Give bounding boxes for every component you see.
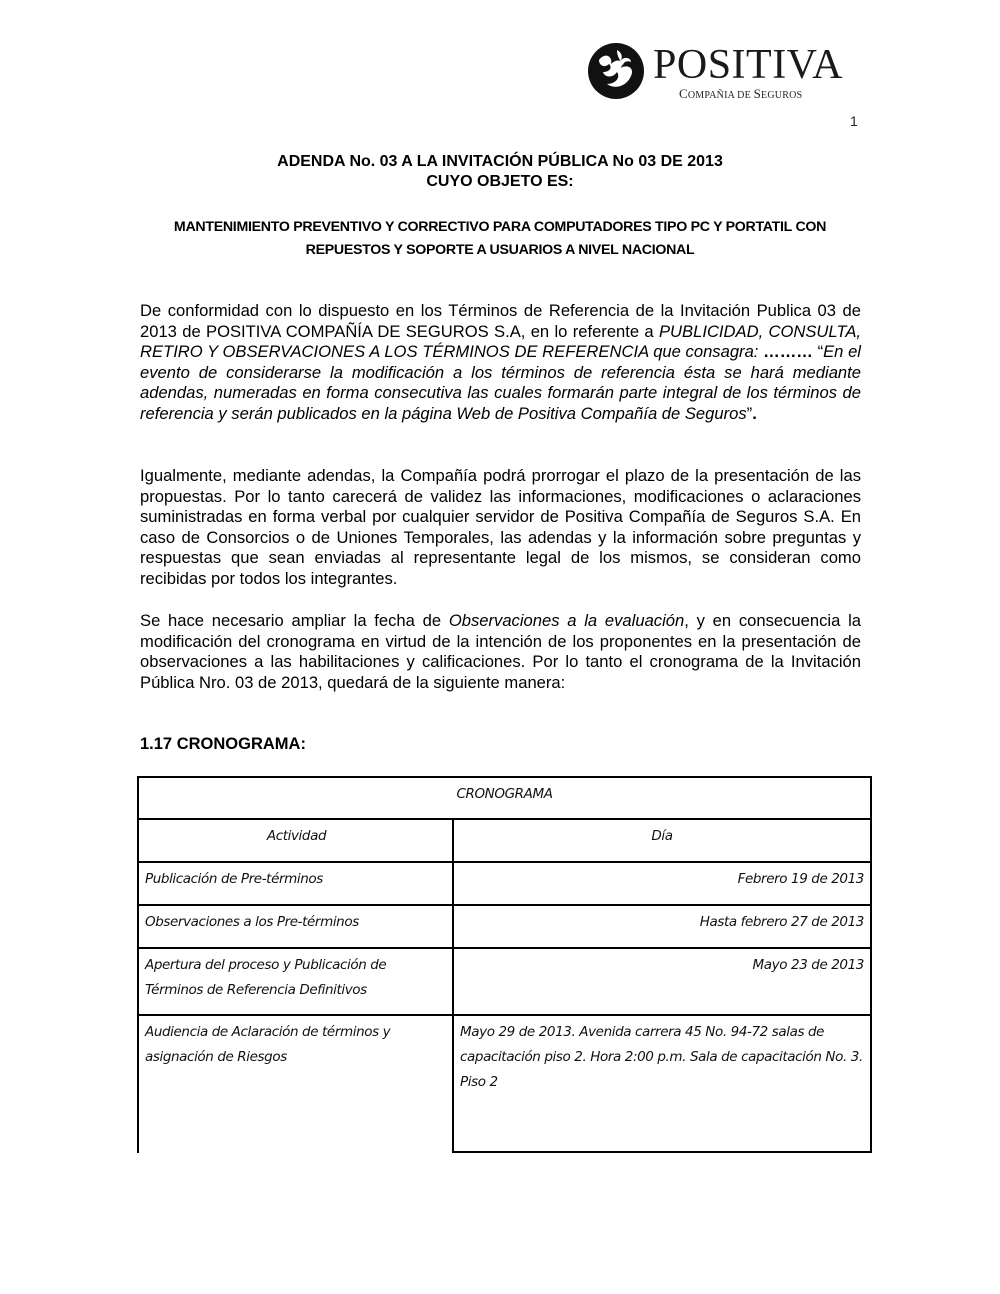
table-row-day: Febrero 19 de 2013: [452, 861, 872, 906]
subject-line-1: MANTENIMIENTO PREVENTIVO Y CORRECTIVO PARA COMPUTADORES TIPO PC Y PORTATIL CON: [173, 219, 827, 235]
page-number: 1: [850, 113, 858, 129]
section-heading: 1.17 CRONOGRAMA:: [140, 735, 306, 753]
document-subtitle: CUYO OBJETO ES:: [426, 173, 574, 190]
table-row-day: Mayo 23 de 2013: [452, 947, 872, 1016]
logo-subtitle: COMPAÑIA DE SEGUROS: [679, 86, 803, 101]
logo-wordmark: POSITIVA: [653, 42, 843, 88]
paragraph-addenda: Igualmente, mediante adendas, la Compañía podrá prorrogar el plazo de la presentación de las propuestas. Por lo tanto carecerá de validez las informaciones, modificaciones o aclaraciones suministradas en forma verbal por cualquier servidor de Positiva Compañía de Seguros S.A. En caso de Consorcios o de Uniones Temporales, las adendas y la información sobre preguntas y respuestas que sean enviadas al representante legal de los mismos, se consideran como recibidas por todos los integrantes.: [140, 466, 861, 588]
table-row-activity: Audiencia de Aclaración de términos y asignación de Riesgos: [137, 1014, 454, 1153]
table-row-day: Hasta febrero 27 de 2013: [452, 904, 872, 949]
paragraph-conformity: De conformidad con lo dispuesto en los Términos de Referencia de la Invitación Publica 03 de 2013 de POSITIVA COMPAÑÍA DE SEGUROS S.A, en lo referente a PUBLICIDAD, CONSULTA, RETIRO Y OBSERVACIONES A LOS TÉRMINOS DE REFERENCIA que consagra: ……… “En el evento de considerarse la modificación a los términos de referencia ésta se hará mediante adendas, numeradas en forma consecutiva las cuales formarán parte integral de los términos de referencia y serán publicados en la página Web de Positiva Compañía de Seguros”.: [140, 301, 861, 423]
table-header-day: Día: [452, 818, 872, 863]
company-logo: [587, 42, 843, 102]
table-row-activity: Publicación de Pre-términos: [137, 861, 454, 906]
table-title-cell: CRONOGRAMA: [137, 776, 872, 820]
document-subject: [135, 216, 865, 262]
paragraph-schedule-change: Se hace necesario ampliar la fecha de Observaciones a la evaluación, y en consecuencia la modificación del cronograma en virtud de la intención de los proponentes en la presentación de observaciones a las habilitaciones y calificaciones. Por lo tanto el cronograma de la Invitación Pública Nro. 03 de 2013, quedará de la siguiente manera:: [140, 611, 861, 692]
table-row-activity: Observaciones a los Pre-términos: [137, 904, 454, 949]
italic-reference: PUBLICIDAD, CONSULTA, RETIRO Y OBSERVACIONES A LOS TÉRMINOS DE REFERENCIA que consagra:: [140, 321, 861, 362]
subject-line-2: REPUESTOS Y SOPORTE A USUARIOS A NIVEL NACIONAL: [305, 242, 695, 258]
table-row-activity: Apertura del proceso y Publicación de Términos de Referencia Definitivos: [137, 947, 454, 1016]
table-row-day: Mayo 29 de 2013. Avenida carrera 45 No. 94-72 salas de capacitación piso 2. Hora 2:00 p.m. Sala de capacitación No. 3. Piso 2: [452, 1014, 872, 1153]
positiva-logo-icon: [587, 42, 645, 100]
document-title: ADENDA No. 03 A LA INVITACIÓN PÚBLICA No 03 DE 2013: [277, 153, 723, 170]
quoted-text: En el evento de considerarse la modificación a los términos de referencia ésta se hará mediante adendas, numeradas en forma consecutiva las cuales formarán parte integral de los términos de referencia y serán publicados en la página Web de Positiva Compañía de Seguros: [140, 342, 861, 423]
table-header-activity: Actividad: [137, 818, 454, 863]
